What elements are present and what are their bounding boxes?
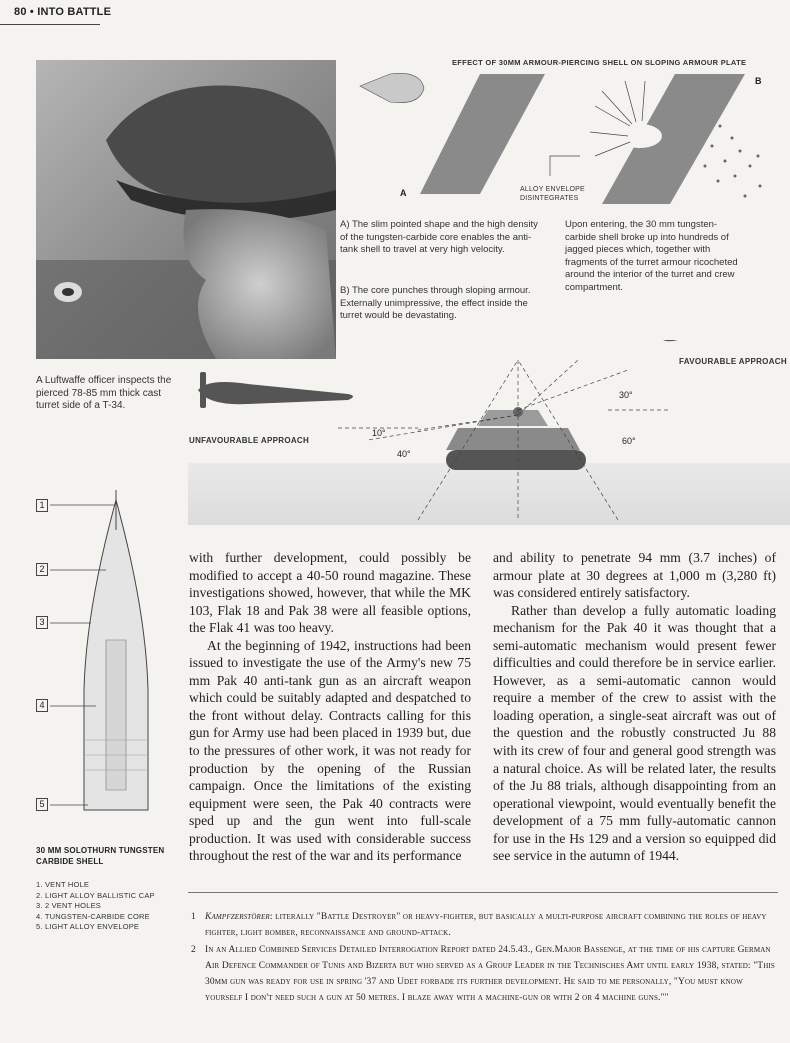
- shell-marker-2: 2: [36, 563, 48, 576]
- legend-item: 3. 2 VENT HOLES: [36, 901, 101, 910]
- angle-10: 10°: [372, 428, 386, 438]
- legend-item: 2. LIGHT ALLOY BALLISTIC CAP: [36, 890, 155, 900]
- body-column-1: [189, 549, 471, 865]
- page-header: [14, 6, 111, 18]
- section-title: INTO BATTLE: [37, 6, 112, 18]
- angle-40: 40°: [397, 449, 411, 459]
- legend-item: 4. TUNGSTEN-CARBIDE CORE: [36, 911, 150, 921]
- body-paragraph: with further development, could possibly be modified to accept a 40-50 round magazine. These investigations showed, however, that while the MK 103, Flak 18 and Pak 38 were all feasible options, the Flak 41 was too heavy.: [189, 550, 471, 636]
- angle-30: 30°: [619, 390, 633, 400]
- body-paragraph: At the beginning of 1942, instructions had been issued to investigate the use of the Army's new 75 mm Pak 40 anti-tank gun as an aircraft weapon which could be suitably adapted and despatched to the front without delay. Contracts calling for this gun for Army use had been placed in 1939 but, due to the pressures of other work, it was not ready for production by the opening of the Russian campaign. Once the limitations of the existing equipment were seen, the Pak 40 contracts were sped up and the gun went into full-scale production. It was used with considerable success throughout the rest of the war and its performance: [189, 637, 471, 864]
- legend-item: 1. VENT HOLE: [36, 880, 90, 889]
- shell-marker-3: 3: [36, 616, 48, 629]
- body-paragraph: Rather than develop a fully automatic loading mechanism for the Pak 40 it was thought that a semi-automatic mechanism would present fewer difficulties and could therefore be in service earlier. However, as a semi-automatic cannon would require a member of the crew to assist with the loading operation, a single-seat aircraft was out of the question and the robustly constructed Ju 88 with its crew of four and general good strength was a natural choice. As will be related later, the results of the Ju 88 trials, although disappointing from an operational viewpoint, would eventually benefit the development of a 75 mm fully-automatic cannon for use in the Hs 129 and a version so equipped did see service in the autumn of 1944.: [493, 602, 776, 864]
- diagram-label-b: B: [755, 76, 762, 86]
- alloy-callout: ALLOY ENVELOPE DISINTEGRATES: [520, 186, 585, 202]
- shell-marker-1: 1: [36, 499, 48, 512]
- diagram-label-a: A: [400, 188, 407, 198]
- footnote-2: 2 In an Allied Combined Services Detailed Interrogation Report dated 24.5.43., Gen.Major Bassenge, at the time of his capture German Air Defence Commander of Tunis and Bizerta but who served as a Group Leader in the Technisches Amt until early 1938, stated: "This 30mm gun was ready for use in spring '37 and Udet forbade its further development. He said to me personally, "You must know yourself I don't need such a gun at 50 metres. I blaze away with a machine-gun or with 2 or 4 machine guns."": [191, 945, 775, 1003]
- diagram-text-b: Upon entering, the 30 mm tungsten-carbide shell broke up into hundreds of jagged pieces which, together with fragments of the turret armour ricocheted around the interior of the turret and crew compartment.: [565, 219, 738, 293]
- page-number: 80: [14, 6, 27, 18]
- diagram-text-a1: A) The slim pointed shape and the high density of the tungsten-carbide core enables the anti-tank shell to travel at very high velocity.: [340, 219, 538, 255]
- footnote-term: Kampfzerstörer: [205, 912, 270, 922]
- photo-caption: A Luftwaffe officer inspects the pierced 78-85 mm thick cast turret side of a T-34.: [36, 375, 172, 411]
- unfavourable-label: UNFAVOURABLE APPROACH: [189, 436, 310, 445]
- footnote-rule: [188, 892, 778, 893]
- officer-photo: [36, 60, 336, 359]
- body-paragraph: and ability to penetrate 94 mm (3.7 inches) of armour plate at 30 degrees at 1,000 m (3,280 ft) was considered entirely satisfactory.: [493, 550, 776, 601]
- shell-title: 30 MM SOLOTHURN TUNGSTEN CARBIDE SHELL: [36, 846, 165, 866]
- shell-legend: [36, 880, 186, 933]
- footnote-1: 1 Kampfzerstörer: literally "Battle Destroyer" or heavy-fighter, but basically a multi-purpose aircraft combining the roles of heavy fighter, light bomber, reconnaissance and ground-attack.: [191, 912, 767, 938]
- header-bullet: •: [29, 6, 34, 18]
- favourable-label: FAVOURABLE APPROACH: [679, 357, 787, 366]
- shell-marker-5: 5: [36, 798, 48, 811]
- shell-marker-4: 4: [36, 699, 48, 712]
- body-column-2: [493, 549, 776, 865]
- diagram-text-a2: B) The core punches through sloping armour. Externally unimpressive, the effect inside the turret would be devastating.: [340, 285, 531, 321]
- header-rule: [0, 24, 100, 25]
- legend-item: 5. LIGHT ALLOY ENVELOPE: [36, 922, 140, 931]
- diagram-title: EFFECT OF 30MM ARMOUR-PIERCING SHELL ON SLOPING ARMOUR PLATE: [452, 58, 747, 67]
- angle-60: 60°: [622, 436, 636, 446]
- shell-cross-section: [36, 490, 186, 830]
